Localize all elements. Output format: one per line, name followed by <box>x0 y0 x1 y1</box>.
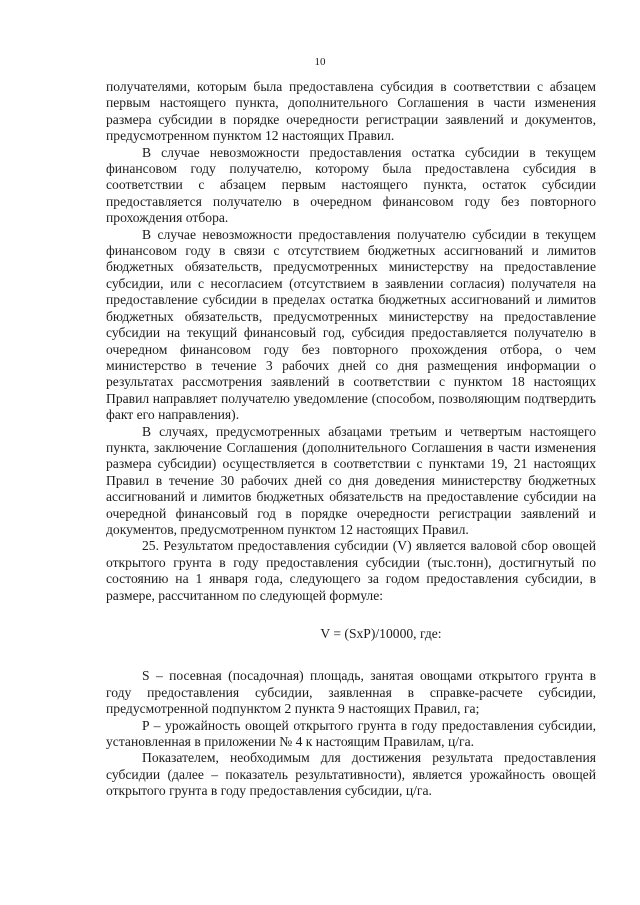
formula: V = (SxP)/10000, где: <box>320 626 442 641</box>
paragraph: получателями, которым была предоставлена субсидия в соответствии с абзацем первым настоящего пункта, дополнительного Соглашения в части изменения размера субсидии в порядке очередности регистрации заявлений и документов, предусмотренном пунктом 12 настоящих Правил. <box>106 79 596 144</box>
paragraph: В случае невозможности предоставления остатка субсидии в текущем финансовом году получателю, которому была предоставлена субсидия в соответствии с абзацем первым настоящего пункта, остаток субсидии предоставляется получателю в очередном финансовом году без повторного прохождения отбора. <box>106 144 596 226</box>
definition-s: S – посевная (посадочная) площадь, занятая овощами открытого грунта в году предоставления субсидии, заявленная в справке-расчете субсидии, предусмотренной подпунктом 2 пункта 9 настоящих Правил, га; <box>106 668 596 717</box>
page-number: 10 <box>314 56 326 68</box>
paragraph: В случаях, предусмотренных абзацами третьим и четвертым настоящего пункта, заключение Соглашения (дополнительного Соглашения в части изменения размера субсидии) осуществляется в соответствии с пунктами 19, 21 настоящих Правил в течение 30 рабочих дней со дня доведения министерству бюджетных ассигнований и лимитов бюджетных обязательств на предоставление субсидии на очередной финансовый год в порядке очередности регистрации заявлений и документов, предусмотренном пунктом 12 настоящих Правил. <box>106 423 596 537</box>
paragraph-section-25: 25. Результатом предоставления субсидии (V) является валовой сбор овощей открытого грунта в году предоставления субсидии (тыс.тонн), достигнутый по состоянию на 1 января года, следующего за годом предоставления субсидии, в размере, рассчитанном по следующей формуле: <box>106 538 596 603</box>
paragraph: В случае невозможности предоставления получателю субсидии в текущем финансовом году в связи с отсутствием бюджетных ассигнований и лимитов бюджетных обязательств, предусмотренных министерству на предоставление субсидии, или с несогласием (отсутствием в заявлении согласия) получателя на предоставление субсидии в пределах остатка бюджетных ассигнований и лимитов бюджетных обязательств, предусмотренных министерству на предоставление субсидии на текущий финансовый год, субсидия предоставляется получателю в очередном финансовом году без повторного прохождения отбора, о чем министерство в течение 3 рабочих дней со дня размещения информации о результатах рассмотрения заявлений в соответствии с пунктом 18 настоящих Правил направляет получателю уведомление (способом, позволяющим подтвердить факт его направления). <box>106 226 596 423</box>
definition-p: P – урожайность овощей открытого грунта в году предоставления субсидии, установленная в приложении № 4 к настоящим Правилам, ц/га. <box>106 717 596 750</box>
document-body <box>106 79 596 800</box>
paragraph-indicator: Показателем, необходимым для достижения результата предоставления субсидии (далее – показатель результативности), является урожайность овощей открытого грунта в году предоставления субсидии, ц/га. <box>106 750 596 799</box>
